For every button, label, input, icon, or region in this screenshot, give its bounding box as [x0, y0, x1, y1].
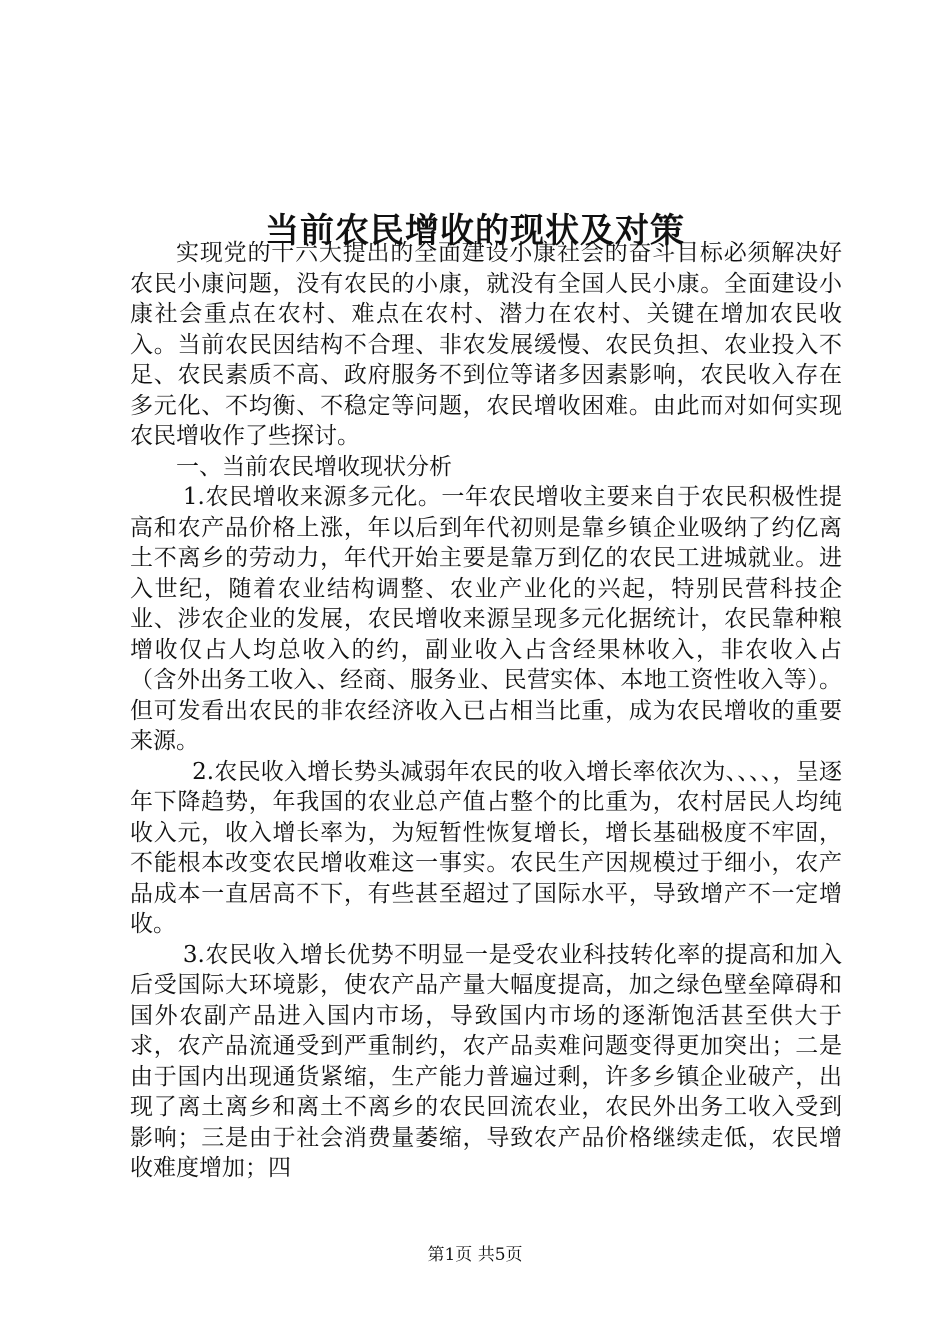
section-heading: 一、当前农民增收现状分析	[176, 453, 452, 480]
paragraph-point-1: 1.农民增收来源多元化。一年农民增收主要来自于农民积极性提高和农产品价格上涨，年以后到年代初则是靠乡镇企业吸纳了约亿离土不离乡的劳动力，年代开始主要是靠万到亿的农民工进城就业。进入世纪，随着农业结构调整、农业产业化的兴起，特别民营科技企业、涉农企业的发展，农民增收来源呈现多元化据统计，农民靠种粮增收仅占人均总收入的约，副业收入占含经果林收入，非农收入占（含外出务工收入、经商、服务业、民营实体、本地工资性收入等）。但可发看出农民的非农经济收入已占相当比重，成为农民增收的重要来源。	[130, 484, 842, 754]
document-body	[130, 238, 842, 1184]
document-title: 当前农民增收的现状及对策	[265, 210, 685, 251]
page-number-footer: 第1页 共5页	[427, 1245, 523, 1265]
paragraph-point-3: 3.农民收入增长优势不明显一是受农业科技转化率的提高和加入后受国际大环境影，使农产品产量大幅度提高，加之绿色壁垒障碍和国外农副产品进入国内市场，导致国内市场的逐渐饱活甚至供大于求，农产品流通受到严重制约，农产品卖难问题变得更加突出；二是由于国内出现通货紧缩，生产能力普遍过剩，许多乡镇企业破产，出现了离土离乡和离土不离乡的农民回流农业，农民外出务工收入受到影响；三是由于社会消费量萎缩，导致农产品价格继续走低，农民增收难度增加；四	[130, 941, 842, 1181]
paragraph-point-2: 2.农民收入增长势头减弱年农民的收入增长率依次为、、、、，呈逐年下降趋势，年我国的农业总产值占整个的比重为，农村居民人均纯收入元，收入增长率为，为短暂性恢复增长，增长基础极度不牢固，不能根本改变农民增收难这一事实。农民生产因规模过于细小，农产品成本一直居高不下，有些甚至超过了国际水平，导致增产不一定增收。	[130, 758, 842, 937]
paragraph-intro: 实现党的十六大提出的全面建设小康社会的奋斗目标必须解决好农民小康问题，没有农民的小康，就没有全国人民小康。全面建设小康社会重点在农村、难点在农村、潜力在农村、关键在增加农民收入。当前农民因结构不合理、非农发展缓慢、农民负担、农业投入不足、农民素质不高、政府服务不到位等诸多因素影响，农民收入存在多元化、不均衡、不稳定等问题，农民增收困难。由此而对如何实现农民增收作了些探讨。	[130, 240, 842, 449]
